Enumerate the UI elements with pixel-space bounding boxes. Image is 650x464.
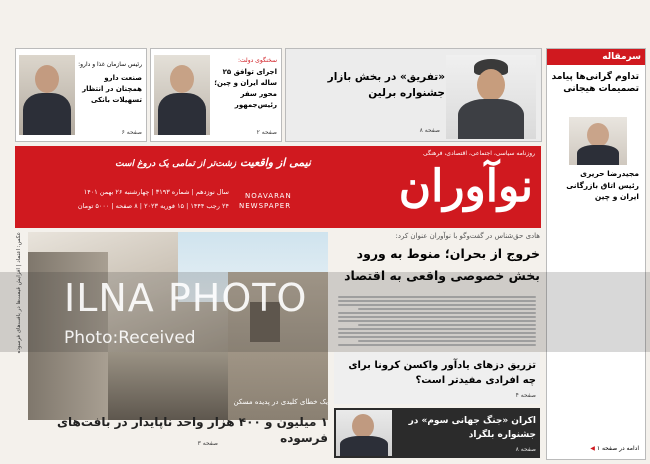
photo-story-page: صفحه ۳ [197, 440, 218, 447]
masthead [15, 146, 541, 228]
film-director-photo [336, 410, 392, 456]
main-story-headline-2[interactable]: بخش خصوصی واقعی به اقتصاد [344, 268, 540, 283]
top-item-fda[interactable] [15, 48, 147, 142]
berlin-page: صفحه ۸ [419, 127, 440, 134]
editorial-headline[interactable]: تداوم گرانی‌ها پیامد تصمیمات هیجانی [551, 72, 639, 94]
masthead-latin-2: NEWSPAPER [239, 202, 292, 210]
fda-headline: صنعت دارو همچنان در انتظار تسهیلات بانکی [82, 74, 142, 104]
watermark-brand: ILNA PHOTO [64, 276, 308, 320]
film-page: صفحه ۸ [515, 446, 536, 453]
spokesperson-headline: اجرای توافق ۲۵ ساله ایران و چین؛ محور سفر رئیس‌جمهور [214, 68, 277, 109]
main-story-headline-1[interactable]: خروج از بحران؛ منوط به ورود [356, 246, 540, 261]
fda-kicker: رئیس سازمان غذا و دارو: [78, 61, 142, 68]
berlin-headline: «تفریق» در بخش بازار جشنواره برلین [327, 71, 445, 99]
spokesperson-page: صفحه ۲ [256, 129, 277, 136]
berlin-actor-photo [446, 55, 536, 139]
story-covid[interactable] [334, 352, 540, 404]
issue-line-1: سال نوزدهم | شماره ۳۱۹۳ | چهارشنبه ۲۶ بهمن ۱۴۰۱ [83, 188, 229, 196]
editorial-section-label: سرمقاله [547, 49, 645, 65]
masthead-logo: نوآوران [398, 161, 533, 212]
editorial-author-photo [569, 117, 627, 165]
photo-story-headline[interactable]: ۱ میلیون و ۴۰۰ هزار واحد ناپایدار در بافت‌های فرسوده [57, 415, 328, 445]
editorial-column [546, 48, 646, 460]
film-headline: اکران «جنگ جهانی سوم» در جشنواره بلگراد [408, 416, 536, 440]
fda-page: صفحه ۶ [121, 129, 142, 136]
editorial-continued[interactable]: ادامه در صفحه ۱ ◀ [590, 445, 639, 452]
top-item-spokesperson[interactable] [150, 48, 282, 142]
photo-side-caption: عکس: اعتماد | افزایش قیمت‌ها در بافت‌های فرسوده [16, 232, 22, 354]
masthead-descriptor: روزنامه سیاسی، اجتماعی، اقتصادی، فرهنگی [422, 150, 535, 157]
masthead-slogan: نیمی از واقعیت زشت‌تر از تمامی یک دروغ است [115, 156, 311, 169]
spokesperson-kicker: سخنگوی دولت: [237, 57, 277, 64]
story-film[interactable] [334, 408, 540, 458]
editorial-author-role: رئیس اتاق بازرگانی ایران و چین [566, 181, 639, 201]
covid-headline: تزریق دزهای یادآور واکسن کرونا برای چه افرادی مفیدتر است؟ [348, 360, 536, 386]
editorial-author: مجیدرضا حریری [580, 169, 639, 178]
main-story-kicker: هادی حق‌شناس در گفت‌وگو با نوآوران عنوان کرد: [395, 232, 540, 240]
fda-head-photo [19, 55, 75, 135]
masthead-latin: NOAVARAN [245, 192, 292, 200]
issue-line-2: ۲۴ رجب ۱۴۴۴ | ۱۵ فوریه ۲۰۲۳ | ۸ صفحه | ۵۰۰۰ تومان [77, 202, 229, 210]
watermark-credit: Photo:Received [64, 328, 196, 348]
spokesperson-photo [154, 55, 210, 135]
top-item-berlin[interactable] [285, 48, 542, 142]
covid-page: صفحه ۴ [515, 392, 536, 399]
photo-story-kicker: یک خطای کلیدی در پدیده مسکن [233, 398, 328, 406]
